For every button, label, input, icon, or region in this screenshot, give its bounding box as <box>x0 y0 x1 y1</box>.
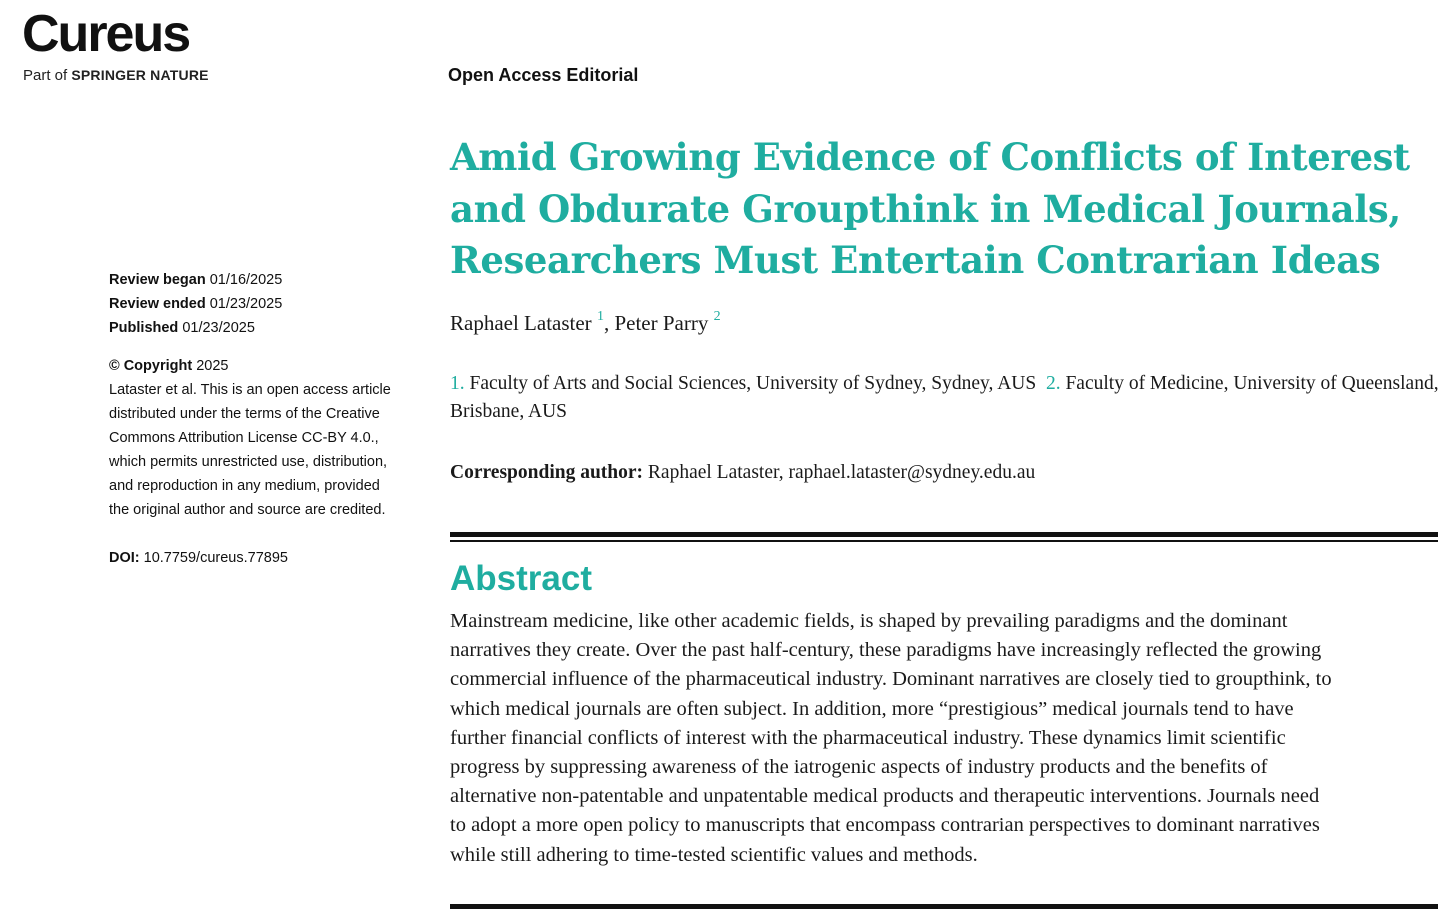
abstract-line: while still adhering to time-tested scientific values and methods. <box>450 843 978 866</box>
affiliations <box>450 370 1440 426</box>
springer-nature-brand: SPRINGER NATURE <box>71 67 209 83</box>
published-date: 01/23/2025 <box>182 320 255 336</box>
review-ended-label: Review ended <box>109 296 206 312</box>
affiliation-ref[interactable]: 1 <box>596 309 604 324</box>
author-list <box>450 306 721 336</box>
abstract-heading: Abstract <box>450 559 592 598</box>
article-type: Open Access Editorial <box>448 65 639 85</box>
divider-bottom <box>450 904 1438 909</box>
author-name[interactable]: Raphael Lataster <box>450 311 592 335</box>
doi-label: DOI: <box>109 550 140 566</box>
copyright-block <box>109 354 419 522</box>
article-title <box>450 132 1440 287</box>
doi-value[interactable]: 10.7759/cureus.77895 <box>143 550 288 566</box>
review-began-date: 01/16/2025 <box>209 272 283 288</box>
affiliation-number: 2. <box>1045 373 1061 394</box>
copyright-label: © Copyright <box>109 358 193 374</box>
published <box>109 316 419 340</box>
corresponding-author-value[interactable]: Raphael Lataster, raphael.lataster@sydney.edu.au <box>647 462 1036 483</box>
license-line: Lataster et al. This is an open access article <box>109 382 391 398</box>
author-name[interactable]: Peter Parry <box>614 311 709 335</box>
corresponding-author-label: Corresponding author: <box>450 462 644 483</box>
doi <box>109 546 419 570</box>
divider-thick <box>450 532 1438 537</box>
license-line: and reproduction in any medium, provided <box>109 478 380 494</box>
affiliation-ref[interactable]: 2 <box>713 309 721 324</box>
license-line: which permits unrestricted use, distribution, <box>109 454 388 470</box>
title-line: Researchers Must Entertain Contrarian Ideas <box>450 238 1381 282</box>
publisher-tagline <box>23 66 209 85</box>
abstract-line: commercial influence of the pharmaceutical industry. Dominant narratives are closely tied to groupthink, to <box>450 668 1332 691</box>
affiliation-text: Faculty of Medicine, University of Queensland, Brisbane, AUS <box>450 373 1439 422</box>
affiliation-number: 1. <box>450 373 465 394</box>
abstract-line: which medical journals are often subject. In addition, more “prestigious” medical journals tend to have <box>450 697 1294 720</box>
corresponding-author <box>450 459 1035 487</box>
part-of-label: Part of <box>23 67 68 84</box>
review-began-label: Review began <box>109 272 206 288</box>
title-line: and Obdurate Groupthink in Medical Journals, <box>450 186 1401 231</box>
copyright <box>109 354 419 378</box>
abstract-line: to adopt a more open policy to manuscripts that encompass contrarian perspectives to dominant narratives <box>450 814 1320 837</box>
copyright-year: 2025 <box>196 358 229 374</box>
article-metadata <box>109 268 419 570</box>
abstract-text <box>450 607 1440 870</box>
license-line: Commons Attribution License CC-BY 4.0., <box>109 430 379 446</box>
cureus-logo[interactable]: Cureus <box>22 5 190 63</box>
abstract-line: progress by suppressing awareness of the iatrogenic aspects of industry products and the benefits of <box>450 756 1268 779</box>
published-label: Published <box>109 320 179 336</box>
license-text <box>109 378 419 522</box>
review-ended <box>109 292 419 316</box>
abstract-line: narratives they create. Over the past half-century, these paradigms have increasingly reflected the growing <box>450 639 1322 662</box>
title-line: Amid Growing Evidence of Conflicts of Interest <box>450 135 1410 179</box>
abstract-line: alternative non-patentable and unpatentable medical products and therapeutic interventions. Journals need <box>450 785 1320 808</box>
license-line: the original author and source are credited. <box>109 502 386 518</box>
review-began <box>109 268 419 292</box>
abstract-line: Mainstream medicine, like other academic fields, is shaped by prevailing paradigms and the dominant <box>450 610 1288 632</box>
review-ended-date: 01/23/2025 <box>209 296 283 312</box>
divider-thin <box>450 540 1438 542</box>
abstract-line: further financial conflicts of interest with the pharmaceutical industry. These dynamics limit scientific <box>450 726 1286 749</box>
author-separator: , <box>603 311 615 335</box>
affiliation-text: Faculty of Arts and Social Sciences, University of Sydney, Sydney, AUS <box>469 373 1037 394</box>
license-line: distributed under the terms of the Creative <box>109 406 380 422</box>
